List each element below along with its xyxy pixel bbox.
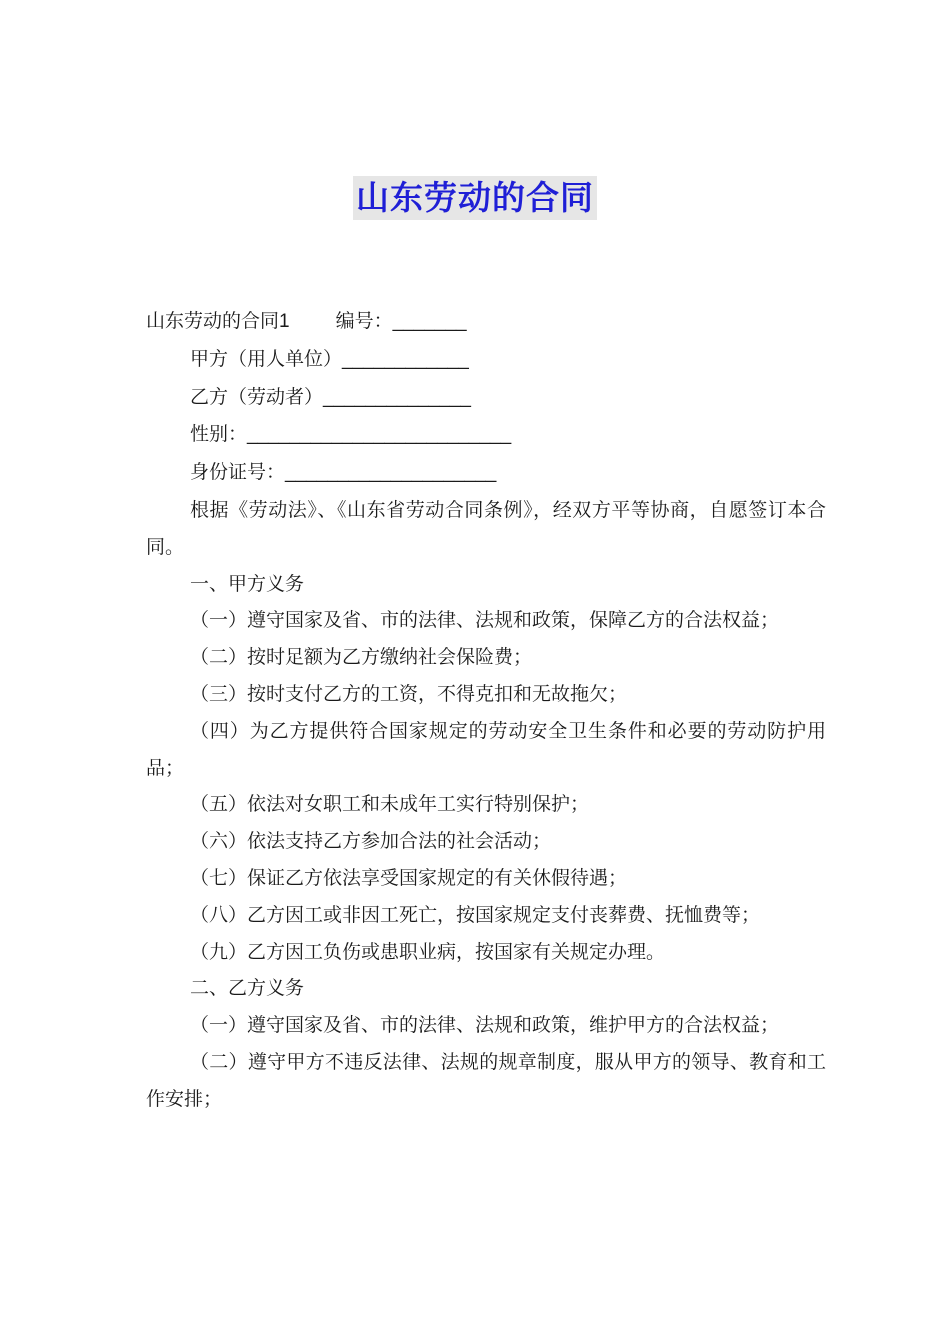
document-title: 山东劳动的合同 xyxy=(353,176,597,220)
party-b-item-2: （二）遵守甲方不违反法律、法规的规章制度，服从甲方的领导、教育和工作安排； xyxy=(146,1050,826,1110)
preamble-paragraph: 根据《劳动法》、《山东省劳动合同条例》，经双方平等协商，自愿签订本合同。 xyxy=(146,498,826,558)
contract-name: 山东劳动的合同 xyxy=(146,310,280,332)
number-blank: _______ xyxy=(392,311,467,332)
party-a-item-2: （二）按时足额为乙方缴纳社会保险费； xyxy=(190,646,533,669)
party-a-item-8: （八）乙方因工或非因工死亡，按国家规定支付丧葬费、抚恤费等； xyxy=(190,903,761,926)
party-b-item-1: （一）遵守国家及省、市的法律、法规和政策，维护甲方的合法权益； xyxy=(190,1014,780,1037)
party-a-item-3: （三）按时支付乙方的工资，不得克扣和无故拖欠； xyxy=(190,682,628,705)
number-label: 编号： xyxy=(335,310,393,332)
field-id-number xyxy=(146,454,826,492)
field-blank: _________________________ xyxy=(247,424,512,446)
section-heading-party-b: 二、乙方义务 xyxy=(190,977,305,1000)
contract-number-index: 1 xyxy=(279,311,290,332)
field-party-b xyxy=(146,379,826,417)
field-blank: ______________ xyxy=(323,386,471,408)
party-a-item-5: （五）依法对女职工和未成年工实行特别保护； xyxy=(190,793,590,816)
party-a-item-7: （七）保证乙方依法享受国家规定的有关休假待遇； xyxy=(190,866,628,889)
party-a-item-6: （六）依法支持乙方参加合法的社会活动； xyxy=(190,830,552,853)
section-heading-party-a: 一、甲方义务 xyxy=(190,572,305,595)
field-label: 性别： xyxy=(190,423,248,446)
document-body xyxy=(146,303,826,1118)
field-label: 身份证号： xyxy=(190,461,286,484)
field-blank: ____________________ xyxy=(285,462,497,484)
field-party-a xyxy=(146,341,826,379)
field-gender xyxy=(146,416,826,454)
party-a-item-4: （四）为乙方提供符合国家规定的劳动安全卫生条件和必要的劳动防护用品； xyxy=(146,719,826,779)
field-label: 甲方（用人单位） xyxy=(190,347,343,370)
contract-header-line xyxy=(146,303,826,341)
title-wrap xyxy=(0,176,950,220)
party-a-item-1: （一）遵守国家及省、市的法律、法规和政策，保障乙方的合法权益； xyxy=(190,609,780,632)
field-label: 乙方（劳动者） xyxy=(190,385,324,408)
party-a-item-9: （九）乙方因工负伤或患职业病，按国家有关规定办理。 xyxy=(190,940,666,963)
field-blank: ____________ xyxy=(342,348,469,370)
